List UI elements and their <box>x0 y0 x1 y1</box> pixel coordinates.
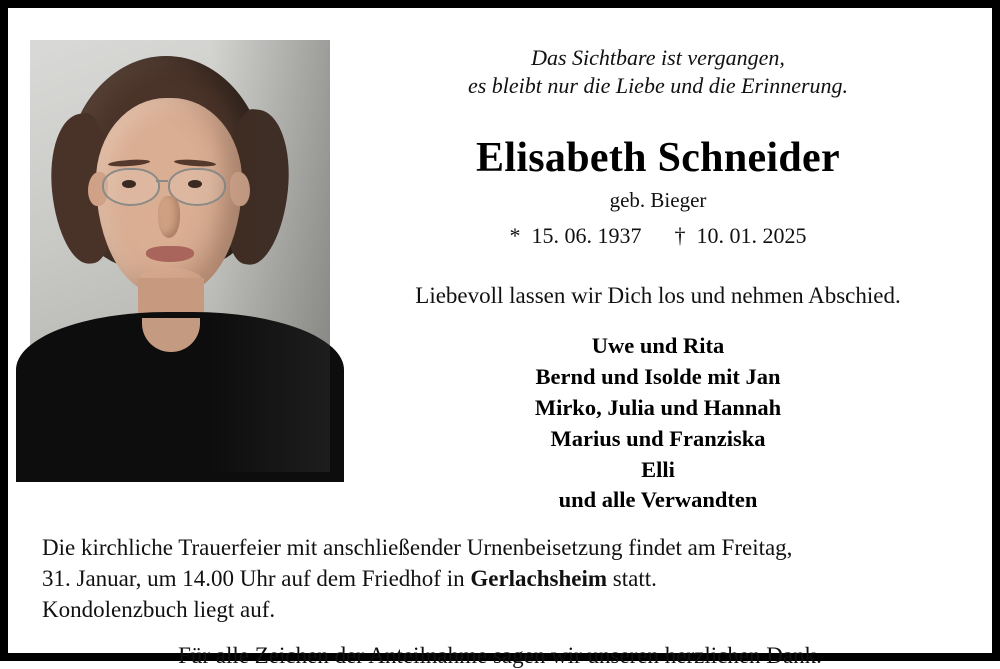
list-item: Uwe und Rita <box>591 333 725 359</box>
portrait-container <box>30 40 330 472</box>
motto-line-2: es bleibt nur die Liebe und die Erinnerung. <box>467 73 849 99</box>
text-column <box>330 28 970 516</box>
list-item: und alle Verwandten <box>558 487 758 513</box>
portrait-photo <box>30 40 330 472</box>
maiden-name: geb. Bieger <box>609 188 707 213</box>
ear-right-shape <box>230 172 250 206</box>
mouth-shape <box>146 246 194 262</box>
list-item: Marius und Franziska <box>550 425 766 451</box>
farewell-text: Liebevoll lassen wir Dich los und nehmen Abschied. <box>415 283 901 309</box>
glasses-bridge <box>156 180 168 182</box>
list-item: Mirko, Julia und Hannah <box>534 394 782 420</box>
obituary-card <box>8 8 992 669</box>
nose-shape <box>158 196 180 238</box>
upper-section <box>8 8 992 516</box>
motto <box>356 44 960 100</box>
ceremony-place: Gerlachsheim <box>470 566 608 592</box>
ceremony-details <box>42 532 958 625</box>
life-dates: * 15. 06. 1937 † 10. 01. 2025 <box>509 223 807 249</box>
mourners-list <box>356 331 960 516</box>
ceremony-line-2-post: statt. <box>607 566 657 592</box>
ceremony-line-1: Die kirchliche Trauerfeier mit anschließender Urnenbeisetzung findet am Freitag, <box>42 535 793 561</box>
ceremony-line-2 <box>42 563 958 594</box>
motto-line-1: Das Sichtbare ist vergangen, <box>531 45 785 70</box>
list-item: Elli <box>641 456 675 482</box>
thanks-text: Für alle Zeichen der Anteilnahme sagen wir unseren herzlichen Dank. <box>178 643 822 669</box>
ceremony-line-3: Kondolenzbuch liegt auf. <box>42 597 276 623</box>
list-item: Bernd und Isolde mit Jan <box>535 364 781 390</box>
lower-section <box>8 516 992 669</box>
deceased-name: Elisabeth Schneider <box>476 135 840 182</box>
eye-left-shape <box>122 180 136 188</box>
ceremony-line-2-pre: 31. Januar, um 14.00 Uhr auf dem Friedhof in <box>42 566 471 592</box>
eye-right-shape <box>188 180 202 188</box>
